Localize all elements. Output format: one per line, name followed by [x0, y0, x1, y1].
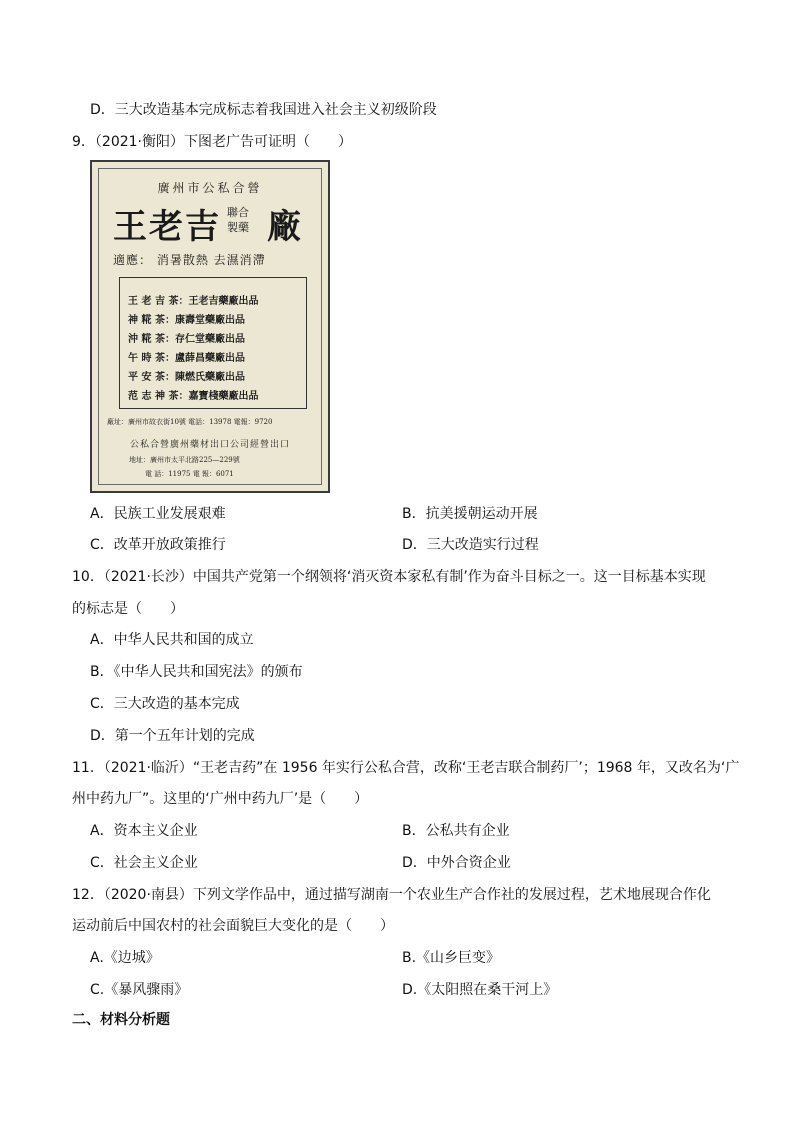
ad-product-row: 王 老 吉 茶：王老吉藥廠出品	[128, 296, 259, 307]
ad-stack-line-1: 聯合	[227, 206, 249, 219]
q10-option-b: B．《中华人民共和国宪法》的颁布	[90, 664, 303, 680]
ad-product-row: 平 安 茶：陳燃氏藥廠出品	[128, 372, 245, 383]
ad-brand-name: 王老吉	[113, 207, 221, 247]
old-advertisement-image	[90, 160, 330, 493]
q12-stem-line-2: 运动前后中国农村的社会面貌巨大变化的是（ ）	[72, 918, 394, 934]
q12-stem-line-1: 12．（2020·南县）下列文学作品中，通过描写湖南一个农业生产合作社的发展过程，艺术地展现合作化	[72, 887, 711, 903]
ad-company-phone: 電 話：11975 電 報：6071	[145, 470, 234, 478]
q8-option-d: D．三大改造基本完成标志着我国进入社会主义初级阶段	[90, 102, 437, 118]
q11-option-c: C．社会主义企业	[90, 855, 198, 871]
q9-option-b: B．抗美援朝运动开展	[402, 506, 538, 522]
q12-option-c: C.《暴风骤雨》	[90, 982, 189, 998]
q10-option-a: A．中华人民共和国的成立	[90, 632, 254, 648]
section-heading: 二、材料分析题	[72, 1012, 170, 1028]
q12-option-b: B.《山乡巨变》	[402, 950, 501, 966]
ad-product-row: 神 糀 茶：康壽堂藥廠出品	[128, 315, 245, 326]
q11-option-a: A．资本主义企业	[90, 823, 198, 839]
q12-option-d: D.《太阳照在桑干河上》	[402, 982, 558, 998]
q9-stem: 9．（2021·衡阳）下图老广告可证明（ ）	[72, 134, 352, 150]
q9-option-c: C．改革开放政策推行	[90, 537, 226, 553]
ad-product-row: 午 時 茶：盧薛昌藥廠出品	[128, 353, 245, 364]
ad-factory-char: 廠	[267, 207, 301, 247]
ad-stack-line-2: 製藥	[227, 221, 249, 234]
ad-product-row: 沖 糀 茶：存仁堂藥廠出品	[128, 334, 245, 345]
ad-product-row: 范 志 神 茶：嘉寶棧藥廠出品	[128, 391, 259, 402]
q11-stem-line-1: 11．（2021·临沂）“王老吉药”在 1956 年实行公私合营，改称‘王老吉联合制药厂’；1968 年，又改名为‘广	[72, 760, 740, 776]
q9-option-a: A．民族工业发展艰难	[90, 506, 226, 522]
q10-option-d: D．第一个五年计划的完成	[90, 728, 255, 744]
q9-option-d: D．三大改造实行过程	[402, 537, 539, 553]
ad-stack-text	[227, 205, 267, 235]
q11-stem-line-2: 州中药九厂”。这里的‘广州中药九厂’是（ ）	[72, 791, 369, 807]
q11-option-b: B．公私共有企业	[402, 823, 510, 839]
ad-suitable-text: 適應： 消暑散熱 去濕消滯	[113, 253, 266, 267]
q10-option-c: C．三大改造的基本完成	[90, 696, 240, 712]
ad-company-address: 地址：廣州市太平北路225—229號	[129, 456, 240, 464]
ad-top-text: 廣州市公私合營	[157, 181, 263, 195]
q10-stem-line-1: 10．（2021·长沙）中国共产党第一个纲领将‘消灭资本家私有制’作为奋斗目标之一。这一目标基本实现	[72, 569, 706, 585]
q11-option-d: D．中外合资企业	[402, 855, 511, 871]
ad-company: 公私合營廣州藥材出口公司經營出口	[129, 440, 290, 450]
q10-stem-line-2: 的标志是（ ）	[72, 601, 184, 617]
q12-option-a: A.《边城》	[90, 950, 160, 966]
ad-factory-address: 廠址：廣州市故衣街10號 電話：13978 電報：9720	[107, 418, 273, 426]
ad-border	[98, 168, 322, 485]
ad-product-box	[119, 277, 307, 409]
